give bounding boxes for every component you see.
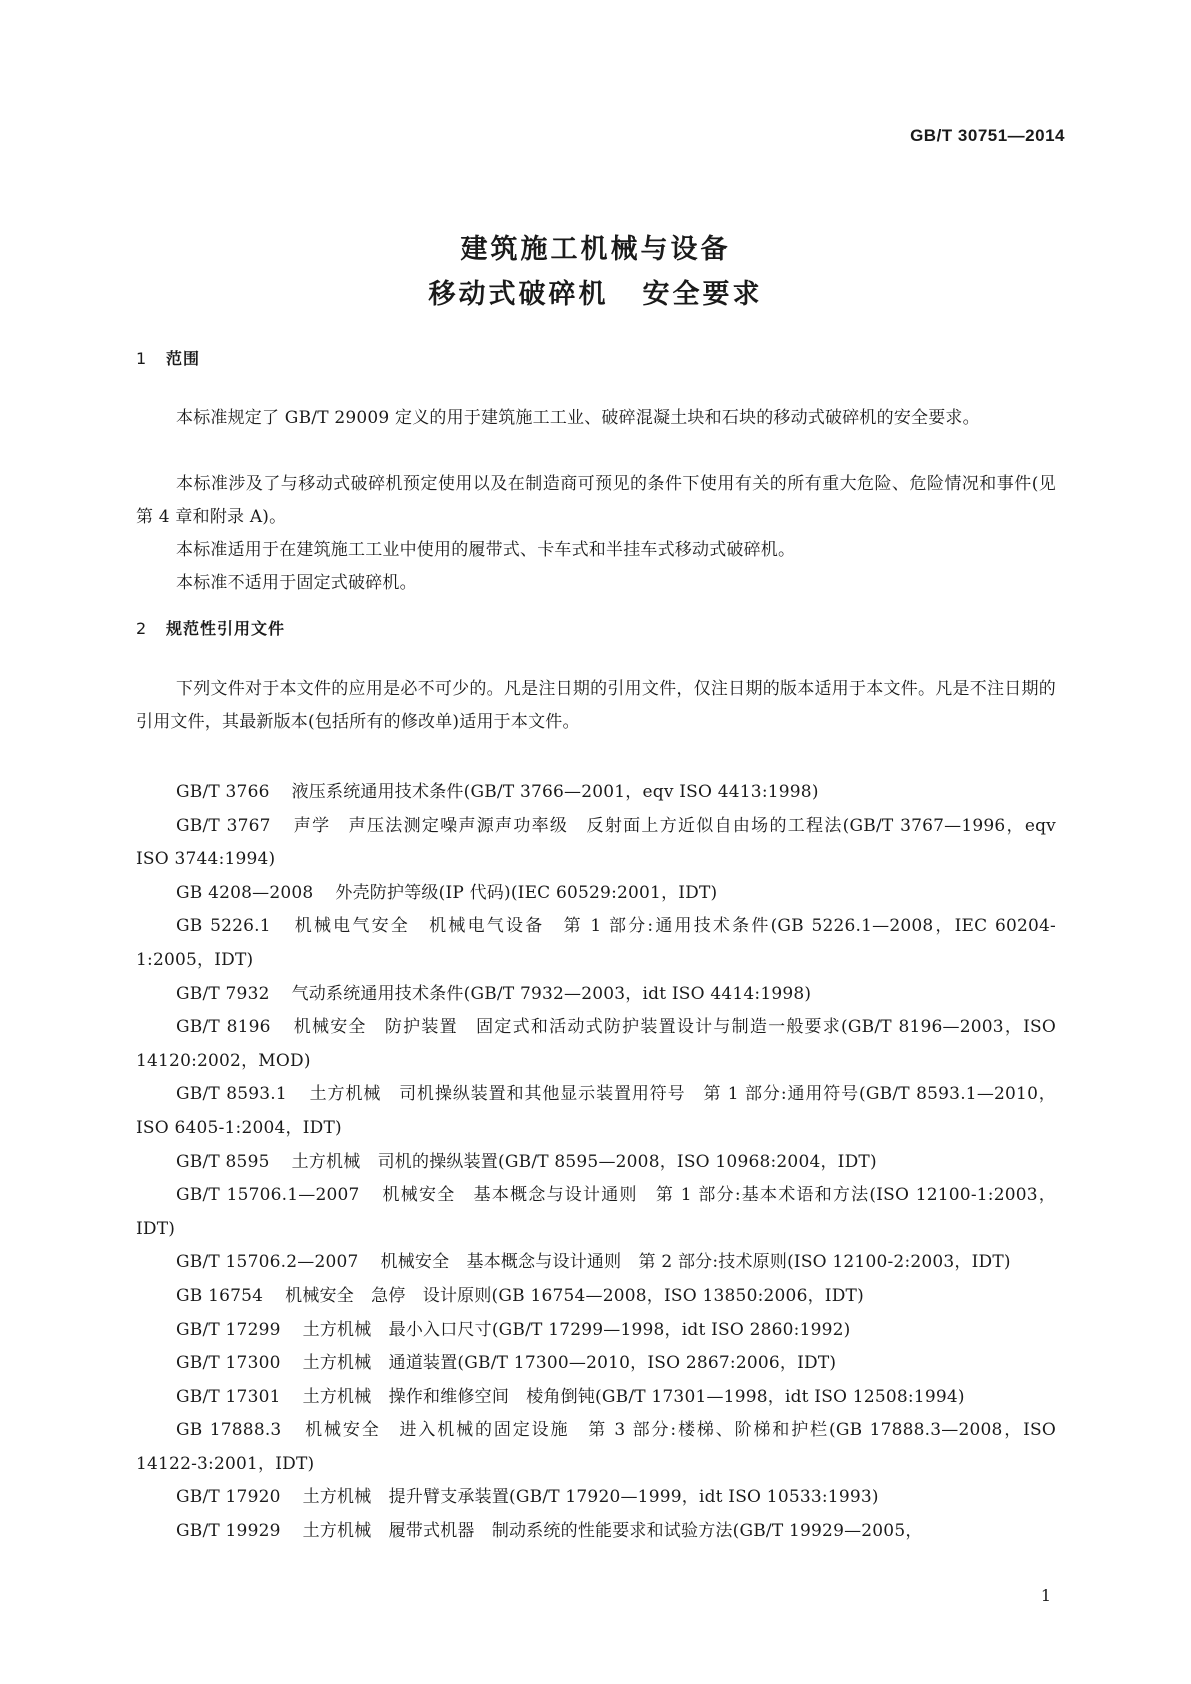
- scope-paragraph-1: 本标准规定了 GB/T 29009 定义的用于建筑施工工业、破碎混凝土块和石块的移动式破碎机的安全要求。: [176, 408, 980, 428]
- reference-text: 土方机械 司机操纵装置和其他显示装置用符号 第 1 部分:通用符号(GB/T 8593.1—2010，ISO 6405-1:2004，IDT): [136, 1084, 1056, 1138]
- reference-item: [136, 1347, 1056, 1381]
- reference-code: GB/T 8595: [176, 1151, 270, 1172]
- reference-text: 土方机械 最小入口尺寸(GB/T 17299—1998，idt ISO 2860:1992): [302, 1319, 851, 1340]
- scope-paragraph-4: 本标准不适用于固定式破碎机。: [176, 573, 417, 593]
- references-intro: 下列文件对于本文件的应用是必不可少的。凡是注日期的引用文件，仅注日期的版本适用于本文件。凡是不注日期的引用文件，其最新版本(包括所有的修改单)适用于本文件。: [136, 679, 1056, 732]
- reference-item: [136, 978, 1056, 1012]
- reference-text: 机械安全 急停 设计原则(GB 16754—2008，ISO 13850:2006，IDT): [285, 1285, 864, 1306]
- reference-text: 声学 声压法测定噪声源声功率级 反射面上方近似自由场的工程法(GB/T 3767—1996，eqv ISO 3744:1994): [136, 815, 1056, 870]
- reference-item: [136, 1078, 1056, 1145]
- title-part-1: 移动式破碎机: [428, 279, 609, 310]
- reference-text: 土方机械 通道装置(GB/T 17300—2010，ISO 2867:2006，IDT): [302, 1353, 837, 1374]
- reference-item: [136, 1414, 1056, 1481]
- reference-item: [136, 1314, 1056, 1348]
- section-2-heading: [136, 616, 285, 639]
- reference-item: [136, 810, 1056, 877]
- reference-text: 机械安全 基本概念与设计通则 第 2 部分:技术原则(ISO 12100-2:2003，IDT): [380, 1252, 1011, 1273]
- reference-item: [136, 1481, 1056, 1515]
- reference-code: GB/T 8593.1: [176, 1084, 287, 1105]
- reference-item: [136, 910, 1056, 977]
- reference-item: [136, 877, 1056, 911]
- reference-item: [136, 1179, 1056, 1246]
- reference-item: [136, 776, 1056, 810]
- reference-text: 土方机械 司机的操纵装置(GB/T 8595—2008，ISO 10968:2004，IDT): [291, 1151, 877, 1172]
- normative-references-list: [136, 776, 1056, 1549]
- reference-text: 土方机械 履带式机器 制动系统的性能要求和试验方法(GB/T 19929—2005，: [302, 1521, 923, 1542]
- reference-text: 外壳防护等级(IP 代码)(IEC 60529:2001，IDT): [335, 882, 718, 903]
- reference-code: GB/T 3767: [176, 815, 271, 836]
- reference-code: GB/T 3766: [176, 782, 270, 802]
- reference-code: GB/T 17920: [176, 1487, 281, 1508]
- reference-text: 气动系统通用技术条件(GB/T 7932—2003，idt ISO 4414:1998): [291, 983, 812, 1004]
- reference-item: [136, 1280, 1056, 1314]
- reference-code: GB/T 19929: [176, 1521, 281, 1542]
- reference-item: [136, 1146, 1056, 1180]
- reference-text: 机械电气安全 机械电气设备 第 1 部分:通用技术条件(GB 5226.1—2008，IEC 60204-1:2005，IDT): [136, 916, 1056, 970]
- scope-paragraph-3: 本标准适用于在建筑施工工业中使用的履带式、卡车式和半挂车式移动式破碎机。: [176, 540, 796, 560]
- reference-text: 机械安全 基本概念与设计通则 第 1 部分:基本术语和方法(ISO 12100-1:2003，IDT): [136, 1185, 1056, 1239]
- section-1-title: 范围: [166, 349, 201, 368]
- reference-code: GB/T 15706.1—2007: [176, 1185, 360, 1206]
- section-1-heading: [136, 346, 200, 369]
- reference-text: 土方机械 提升臂支承装置(GB/T 17920—1999，idt ISO 10533:1993): [302, 1487, 879, 1508]
- section-2-number: 2: [136, 619, 148, 638]
- reference-text: 机械安全 进入机械的固定设施 第 3 部分:楼梯、阶梯和护栏(GB 17888.3—2008，ISO 14122-3:2001，IDT): [136, 1420, 1056, 1474]
- document-title-line-1: 建筑施工机械与设备: [460, 234, 731, 265]
- reference-code: GB/T 7932: [176, 983, 270, 1004]
- reference-text: 液压系统通用技术条件(GB/T 3766—2001，eqv ISO 4413:1998): [291, 782, 819, 802]
- standard-code: GB/T 30751—2014: [910, 126, 1065, 145]
- reference-code: GB 5226.1: [176, 916, 271, 937]
- reference-text: 机械安全 防护装置 固定式和活动式防护装置设计与制造一般要求(GB/T 8196—2003，ISO 14120:2002，MOD): [136, 1017, 1056, 1071]
- title-part-2: 安全要求: [642, 279, 763, 310]
- reference-item: [136, 1246, 1056, 1280]
- page-number: 1: [1040, 1586, 1051, 1605]
- scope-paragraph-2: 本标准涉及了与移动式破碎机预定使用以及在制造商可预见的条件下使用有关的所有重大危险、危险情况和事件(见第 4 章和附录 A)。: [136, 474, 1056, 527]
- section-1-number: 1: [136, 349, 148, 368]
- reference-code: GB/T 17300: [176, 1353, 281, 1374]
- reference-item: [136, 1011, 1056, 1078]
- reference-text: 土方机械 操作和维修空间 棱角倒钝(GB/T 17301—1998，idt ISO 12508:1994): [302, 1386, 965, 1407]
- reference-code: GB/T 15706.2—2007: [176, 1252, 359, 1273]
- reference-item: [136, 1515, 1056, 1549]
- reference-item: [136, 1381, 1056, 1415]
- reference-code: GB 17888.3: [176, 1420, 282, 1441]
- reference-code: GB/T 8196: [176, 1017, 271, 1038]
- reference-code: GB 16754: [176, 1285, 264, 1306]
- reference-code: GB 4208—2008: [176, 882, 314, 903]
- reference-code: GB/T 17301: [176, 1386, 281, 1407]
- section-2-title: 规范性引用文件: [166, 619, 286, 638]
- reference-code: GB/T 17299: [176, 1319, 281, 1340]
- document-title-line-2: [0, 275, 1191, 315]
